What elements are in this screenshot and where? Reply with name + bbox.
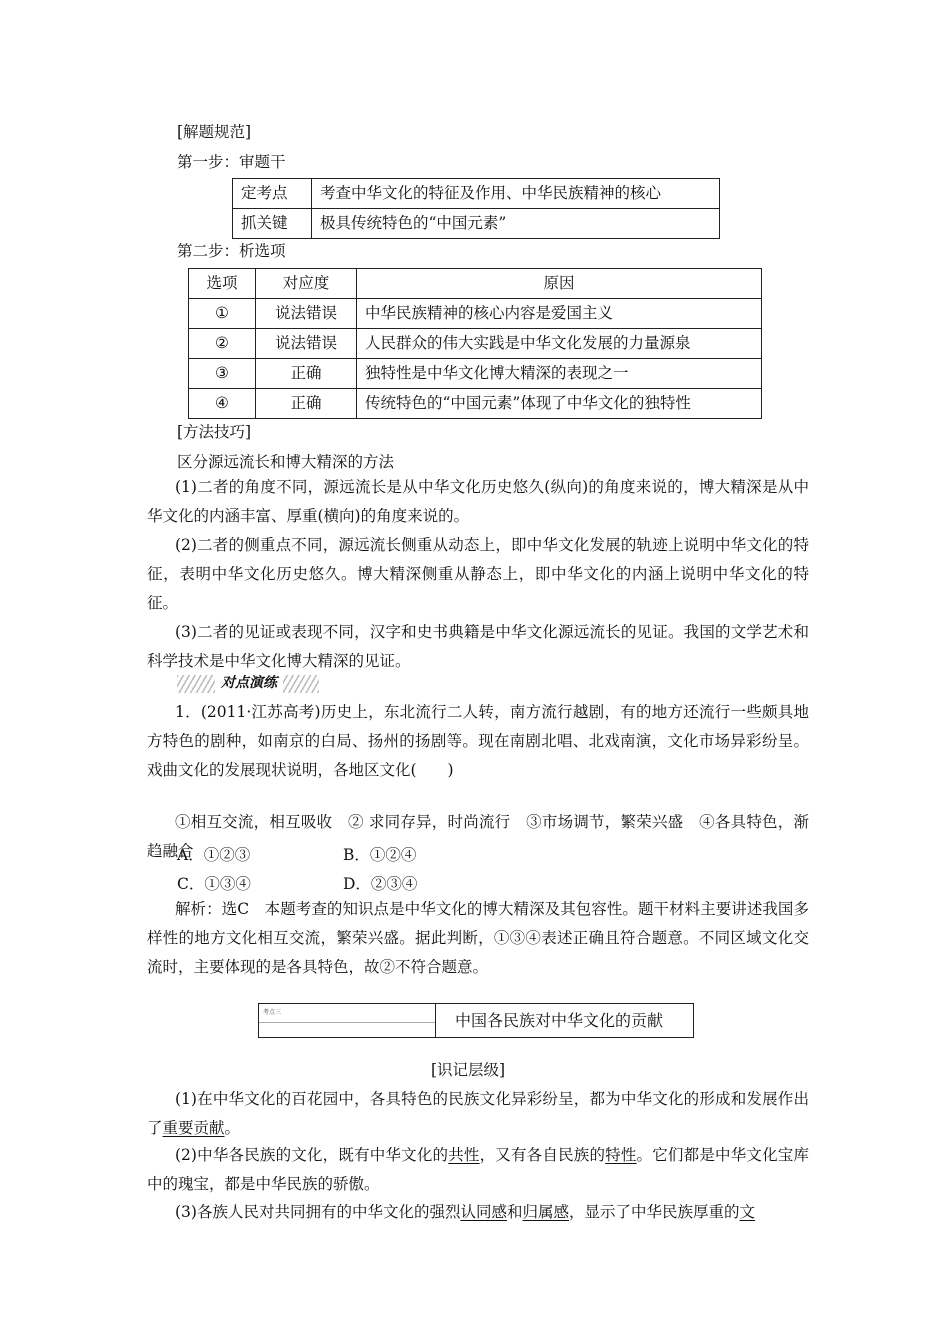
step1-value: 考查中华文化的特征及作用、中华民族精神的核心 — [312, 179, 720, 209]
tips-paragraph-1: (1)二者的角度不同，源远流长是从中华文化历史悠久(纵向)的角度来说的，博大精深是从中华文化的内涵丰富、厚重(横向)的角度来说的。 — [147, 478, 809, 525]
step1-key: 抓关键 — [233, 209, 312, 239]
key-term: 归属感 — [522, 1203, 570, 1221]
recall-paragraph-3 — [147, 1198, 809, 1227]
key-term: 文 — [739, 1203, 756, 1221]
step2-table — [188, 268, 762, 419]
choice-a[interactable]: A．①②③ — [177, 846, 251, 864]
key-term: 重要贡献 — [162, 1119, 225, 1137]
question-stem: 1．(2011·江苏高考)历史上，东北流行二人转，南方流行越剧，有的地方还流行一些颇具地方特色的剧种，如南京的白局、扬州的扬剧等。现在南剧北唱、北戏南演，文化市场异彩纷呈。戏曲文化的发展现状说明，各地区文化( ) — [147, 703, 809, 779]
column-header: 对应度 — [256, 269, 357, 299]
step2-label: 第二步：析选项 — [177, 242, 286, 260]
table-row — [189, 389, 762, 419]
tips-paragraph-2: (2)二者的侧重点不同，源远流长侧重从动态上，即中华文化发展的轨迹上说明中华文化的特征，表明中华文化历史悠久。博大精深侧重从静态上，即中华文化的内涵上说明中华文化的特征。 — [147, 536, 809, 612]
topic-title: 中国各民族对中华文化的贡献 — [455, 1011, 664, 1030]
recall-paragraph-2 — [147, 1141, 809, 1199]
choice-d[interactable]: D．②③④ — [343, 875, 418, 893]
table-header-row — [189, 269, 762, 299]
key-term: 共性 — [448, 1146, 480, 1164]
recall-paragraph-1 — [147, 1085, 809, 1143]
step1-key: 定考点 — [233, 179, 312, 209]
choice-c[interactable]: C．①③④ — [177, 875, 251, 893]
tips-title: 区分源远流长和博大精深的方法 — [177, 453, 395, 471]
table-row — [233, 209, 720, 239]
text-run: 。它们都是中华文化宝库中的瑰宝，都是中华民族的骄傲。 — [147, 1146, 809, 1193]
judgment-cell: 正确 — [256, 359, 357, 389]
option-cell: ② — [189, 329, 256, 359]
practice-label: 对点演练 — [215, 673, 283, 693]
tips-paragraph-3: (3)二者的见证或表现不同，汉字和史书典籍是中华文化源远流长的见证。我国的文学艺术和科学技术是中华文化博大精深的见证。 — [147, 623, 809, 670]
judgment-cell: 说法错误 — [256, 299, 357, 329]
topic-tag: 考点三 — [263, 1009, 282, 1016]
choice-b[interactable]: B．①②④ — [343, 846, 417, 864]
table-row — [189, 359, 762, 389]
practice-banner — [177, 675, 319, 693]
text-run: (2)中华各民族的文化，既有中华文化的 — [175, 1146, 449, 1164]
text-run: 和 — [506, 1203, 523, 1221]
column-header: 原因 — [357, 269, 762, 299]
text-run: 。 — [224, 1119, 241, 1137]
step1-value: 极具传统特色的“中国元素” — [312, 209, 720, 239]
text-run: (1)在中华文化的百花园中，各具特色的民族文化异彩纷呈，都为中华文化的形成和发展作出了 — [147, 1090, 809, 1137]
method-heading: [解题规范] — [177, 123, 252, 141]
topic-tag-cell — [259, 1004, 436, 1037]
option-cell: ① — [189, 299, 256, 329]
table-row — [233, 179, 720, 209]
judgment-cell: 正确 — [256, 389, 357, 419]
option-cell: ③ — [189, 359, 256, 389]
text-run: ，显示了中华民族厚重的 — [569, 1203, 740, 1221]
topic-header-box — [258, 1003, 694, 1038]
analysis-text: 解析：选C 本题考查的知识点是中华文化的博大精深及其包容性。题干材料主要讲述我国多样性的地方文化相互交流，繁荣兴盛。据此判断，①③④表述正确且符合题意。不同区域文化交流时，主要体现的是各具特色，故②不符合题意。 — [147, 900, 809, 976]
question-statements: ①相互交流，相互吸收 ② 求同存异，时尚流行 ③市场调节，繁荣兴盛 ④各具特色，渐趋融合 — [147, 813, 809, 860]
reason-cell: 传统特色的“中国元素”体现了中华文化的独特性 — [357, 389, 762, 419]
reason-cell: 中华民族精神的核心内容是爱国主义 — [357, 299, 762, 329]
column-header: 选项 — [189, 269, 256, 299]
text-run: ，又有各自民族的 — [479, 1146, 606, 1164]
tips-heading: [方法技巧] — [177, 423, 252, 441]
reason-cell: 独特性是中华文化博大精深的表现之一 — [357, 359, 762, 389]
judgment-cell: 说法错误 — [256, 329, 357, 359]
step1-table — [232, 178, 720, 239]
text-run: (3)各族人民对共同拥有的中华文化的强烈 — [175, 1203, 461, 1221]
step1-label: 第一步：审题干 — [177, 153, 286, 171]
option-cell: ④ — [189, 389, 256, 419]
key-term: 特性 — [605, 1146, 637, 1164]
key-term: 认同感 — [460, 1203, 507, 1221]
table-row — [189, 299, 762, 329]
recall-heading: [识记层级] — [431, 1061, 506, 1079]
topic-tag-rule — [259, 1022, 435, 1023]
table-row — [189, 329, 762, 359]
reason-cell: 人民群众的伟大实践是中华文化发展的力量源泉 — [357, 329, 762, 359]
